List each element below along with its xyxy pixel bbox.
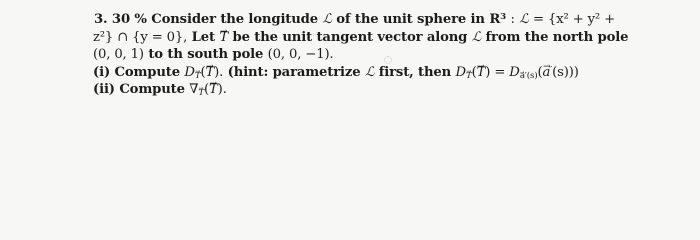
- hint-equation: $D_T(\to T) = D_{a⃗'(s)}(\to a'(s))$): [456, 65, 579, 80]
- problem-points: 30 %: [111, 12, 147, 27]
- curve-symbol: ℒ: [322, 12, 332, 27]
- problem-line-2: [93, 29, 694, 47]
- part-i-label: (i) Compute: [93, 64, 180, 80]
- hint-text-2: first, then: [378, 64, 452, 80]
- from-north-pole: from the north pole: [485, 29, 629, 45]
- south-pole-coords: (0, 0, −1).: [267, 47, 334, 62]
- problem-part-ii: [93, 81, 694, 99]
- sphere-definition-start: = {x² + y² +: [533, 12, 616, 27]
- curve-symbol-2: ℒ: [519, 12, 529, 27]
- let-text: Let: [191, 29, 215, 45]
- tangent-vector-symbol: → T: [219, 29, 228, 47]
- part-ii-label: (ii) Compute: [93, 82, 185, 97]
- problem-3: [94, 11, 694, 99]
- problem-line-1: [94, 11, 694, 29]
- north-pole-coords: (0, 0, 1): [93, 47, 144, 62]
- problem-intro-mid: of the unit sphere in: [336, 12, 485, 27]
- space-symbol: $R^3$: [489, 12, 507, 27]
- covariant-derivative: $D_T(\to T)$.: [184, 65, 223, 80]
- gradient-expression: $\nabla_T(\to T)$.: [189, 82, 226, 97]
- faint-scan-mark: [384, 56, 392, 64]
- problem-number: 3.: [94, 12, 108, 27]
- problem-intro-text: Consider the longitude: [151, 12, 318, 27]
- hint-text: (hint: parametrize: [227, 64, 361, 80]
- curve-symbol-4: ℒ: [364, 64, 375, 80]
- curve-symbol-3: ℒ: [471, 29, 482, 45]
- colon: :: [510, 12, 515, 27]
- to-south-pole: to th south pole: [148, 47, 264, 62]
- sphere-definition-end: z²} ∩ {y = 0},: [93, 29, 188, 45]
- tangent-description: be the unit tangent vector along: [232, 29, 468, 45]
- problem-part-i: [93, 64, 694, 82]
- problem-line-3: [93, 46, 694, 64]
